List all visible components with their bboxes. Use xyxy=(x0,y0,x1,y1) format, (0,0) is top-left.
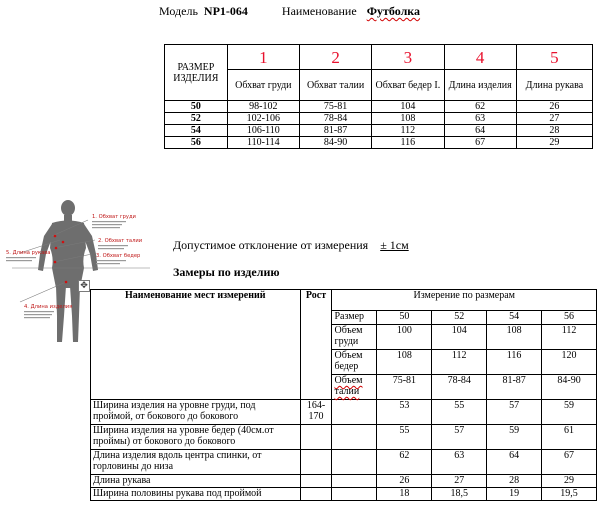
value-cell: 62 xyxy=(377,450,432,475)
column-number: 1 xyxy=(227,45,299,70)
column-header-sizes: Измерение по размерам xyxy=(332,290,597,311)
value-cell: 28 xyxy=(516,125,592,137)
item-row-label: Длина рукава xyxy=(91,475,301,488)
column-header: Обхват талии xyxy=(299,70,371,101)
height-cell xyxy=(300,450,332,475)
value-cell: 64 xyxy=(487,450,542,475)
value-cell: 75-81 xyxy=(377,375,432,400)
value-cell: 61 xyxy=(542,425,597,450)
value-cell: 106-110 xyxy=(227,125,299,137)
value-cell: 120 xyxy=(542,350,597,375)
value-cell: 104 xyxy=(372,101,444,113)
value-cell: 19 xyxy=(487,488,542,501)
value-cell: 27 xyxy=(432,475,487,488)
value-cell: 67 xyxy=(542,450,597,475)
figure-label-chest: 1. Обхват груди xyxy=(92,214,136,220)
table-row xyxy=(91,488,597,501)
measurements-table xyxy=(90,289,597,501)
value-cell: 110-114 xyxy=(227,137,299,149)
value-cell: 112 xyxy=(432,350,487,375)
table-row xyxy=(165,125,593,137)
value-cell: 28 xyxy=(487,475,542,488)
size-cell: 56 xyxy=(542,311,597,325)
model-value: NP1-064 xyxy=(203,4,248,18)
height-cell xyxy=(300,425,332,450)
value-cell: 108 xyxy=(372,113,444,125)
value-cell: 63 xyxy=(432,450,487,475)
item-row-label: Ширина половины рукава под проймой xyxy=(91,488,301,501)
figure-label-waist: 2. Обхват талии xyxy=(98,238,143,244)
column-header: Длина изделия xyxy=(444,70,516,101)
value-cell: 26 xyxy=(516,101,592,113)
value-cell: 59 xyxy=(542,400,597,425)
table-row xyxy=(165,101,593,113)
tolerance-text: Допустимое отклонение от измерения xyxy=(173,238,369,252)
value-cell: 18,5 xyxy=(432,488,487,501)
column-header: Обхват груди xyxy=(227,70,299,101)
value-cell: 112 xyxy=(372,125,444,137)
height-cell xyxy=(300,475,332,488)
value-cell: 116 xyxy=(372,137,444,149)
value-cell: 29 xyxy=(542,475,597,488)
table-row xyxy=(91,450,597,475)
value-cell: 57 xyxy=(487,400,542,425)
value-cell: 26 xyxy=(377,475,432,488)
height-cell xyxy=(300,488,332,501)
table-row xyxy=(91,475,597,488)
table-row xyxy=(165,137,593,149)
value-cell: 63 xyxy=(444,113,516,125)
value-cell: 27 xyxy=(516,113,592,125)
value-cell: 67 xyxy=(444,137,516,149)
name-label: Наименование xyxy=(281,4,357,18)
table-row xyxy=(165,113,593,125)
value-cell: 75-81 xyxy=(299,101,371,113)
value-cell: 116 xyxy=(487,350,542,375)
size-cell: 50 xyxy=(165,101,228,113)
silhouette-icon xyxy=(38,200,98,342)
value-cell: 104 xyxy=(432,325,487,350)
item-row-label: Ширина изделия на уровне бедер (40см.от проймы) от бокового до бокового xyxy=(91,425,301,450)
model-label: Модель xyxy=(159,4,198,18)
size-chart-table xyxy=(164,44,593,149)
size-cell: 56 xyxy=(165,137,228,149)
value-cell: 18 xyxy=(377,488,432,501)
value-cell: 102-106 xyxy=(227,113,299,125)
column-number: 2 xyxy=(299,45,371,70)
value-cell: 55 xyxy=(432,400,487,425)
column-header: Обхват бедер I. xyxy=(372,70,444,101)
tolerance-value: ± 1см xyxy=(380,238,409,252)
column-header: Длина рукава xyxy=(516,70,592,101)
size-corner-label-1: РАЗМЕР xyxy=(177,61,215,73)
size-cell: 54 xyxy=(165,125,228,137)
measurements-title: Замеры по изделию xyxy=(173,265,280,279)
value-cell: 112 xyxy=(542,325,597,350)
column-number: 3 xyxy=(372,45,444,70)
value-cell: 53 xyxy=(377,400,432,425)
table-row xyxy=(91,400,597,425)
size-cell: 52 xyxy=(432,311,487,325)
size-cell: 54 xyxy=(487,311,542,325)
value-cell: 81-87 xyxy=(299,125,371,137)
column-number: 4 xyxy=(444,45,516,70)
size-corner-label-2: ИЗДЕЛИЯ xyxy=(173,72,219,84)
body-row-label: Объем талии xyxy=(334,375,363,397)
value-cell: 64 xyxy=(444,125,516,137)
name-value: Футболка xyxy=(366,4,421,18)
item-row-label: Длина изделия вдоль центра спинки, от горловины до низа xyxy=(91,450,301,475)
value-cell: 98-102 xyxy=(227,101,299,113)
value-cell: 59 xyxy=(487,425,542,450)
body-row-label: Объем бедер xyxy=(332,350,377,375)
value-cell: 81-87 xyxy=(487,375,542,400)
value-cell: 78-84 xyxy=(432,375,487,400)
value-cell: 84-90 xyxy=(542,375,597,400)
table-move-handle-icon[interactable]: ✥ xyxy=(78,280,90,292)
value-cell: 108 xyxy=(377,350,432,375)
figure-label-hips: 3. Обхват бедер xyxy=(96,253,141,259)
value-cell: 108 xyxy=(487,325,542,350)
document-header xyxy=(159,4,420,19)
value-cell: 78-84 xyxy=(299,113,371,125)
size-header-cell: Размер xyxy=(332,311,377,325)
size-corner-cell xyxy=(165,45,228,101)
figure-label-length: 4. Длина изделия xyxy=(24,304,73,310)
tolerance-line xyxy=(173,238,409,253)
size-cell: 50 xyxy=(377,311,432,325)
figure-label-sleeve: 5. Длина рукава xyxy=(6,250,51,256)
size-cell: 52 xyxy=(165,113,228,125)
column-header-height: Рост xyxy=(300,290,332,400)
column-number: 5 xyxy=(516,45,592,70)
item-row-label: Ширина изделия на уровне груди, под проймой, от бокового до бокового xyxy=(91,400,301,425)
table-row xyxy=(91,425,597,450)
column-header-name: Наименование мест измерений xyxy=(91,290,301,400)
value-cell: 84-90 xyxy=(299,137,371,149)
value-cell: 19,5 xyxy=(542,488,597,501)
height-cell: 164-170 xyxy=(300,400,332,425)
value-cell: 29 xyxy=(516,137,592,149)
value-cell: 62 xyxy=(444,101,516,113)
value-cell: 100 xyxy=(377,325,432,350)
value-cell: 55 xyxy=(377,425,432,450)
value-cell: 57 xyxy=(432,425,487,450)
body-row-label: Объем груди xyxy=(332,325,377,350)
